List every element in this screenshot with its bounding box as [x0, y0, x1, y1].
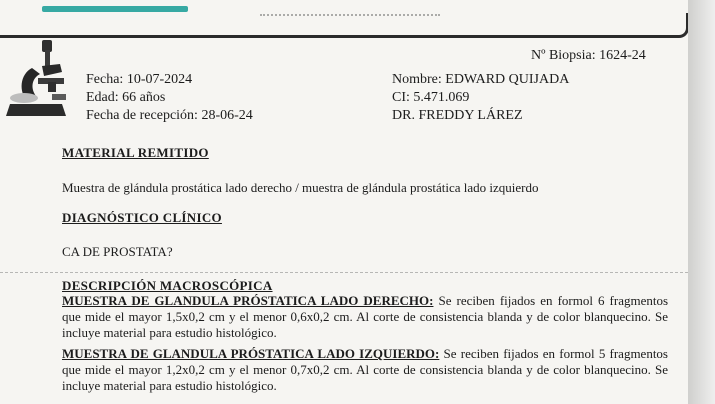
sample-right-body: Se reciben fijados en formol 6 fragmentos que mide el mayor 1,5x0,2 cm y el menor 0,6x0,2 cm. Al corte de consistencia blanda y de color blanquecino. Se incluye material para estudio histológico. — [62, 293, 669, 340]
referring-doctor: DR. FREDDY LÁREZ — [392, 108, 523, 123]
diagnosis-heading: DIAGNÓSTICO CLÍNICO — [62, 210, 222, 225]
sample-left-description — [62, 346, 668, 394]
reception-date: Fecha de recepción: 28-06-24 — [86, 108, 253, 123]
patient-name: Nombre: EDWARD QUIJADA — [392, 72, 570, 87]
microscope-icon — [2, 38, 76, 124]
sample-left-title: MUESTRA DE GLANDULA PRÓSTATICA LADO IZQUIERDO: — [62, 346, 440, 361]
report-date: Fecha: 10-07-2024 — [86, 72, 193, 87]
header-divider — [0, 13, 689, 38]
paper-fold-line — [0, 272, 688, 273]
diagnosis-text: CA DE PROSTATA? — [62, 244, 173, 259]
header-accent-tab — [42, 6, 188, 12]
page-edge-shadow — [688, 0, 715, 404]
sample-right-description — [62, 293, 668, 341]
sample-left-body: Se reciben fijados en formol 5 fragmentos que mide el mayor 1,2x0,2 cm y el menor 0,7x0,2 cm. Al corte de consistencia blanda y de color blanquecino. Se incluye material para estudio histológico. — [62, 346, 668, 393]
macroscopic-heading: DESCRIPCIÓN MACROSCÓPICA — [62, 278, 273, 293]
material-text: Muestra de glándula prostática lado derecho / muestra de glándula prostática lado izquierdo — [62, 180, 539, 195]
material-heading: MATERIAL REMITIDO — [62, 145, 209, 160]
biopsy-number: Nº Biopsia: 1624-24 — [531, 48, 646, 63]
patient-id: CI: 5.471.069 — [392, 90, 470, 105]
patient-age: Edad: 66 años — [86, 90, 166, 105]
sample-right-title: MUESTRA DE GLANDULA PRÓSTATICA LADO DERECHO: — [62, 293, 434, 308]
